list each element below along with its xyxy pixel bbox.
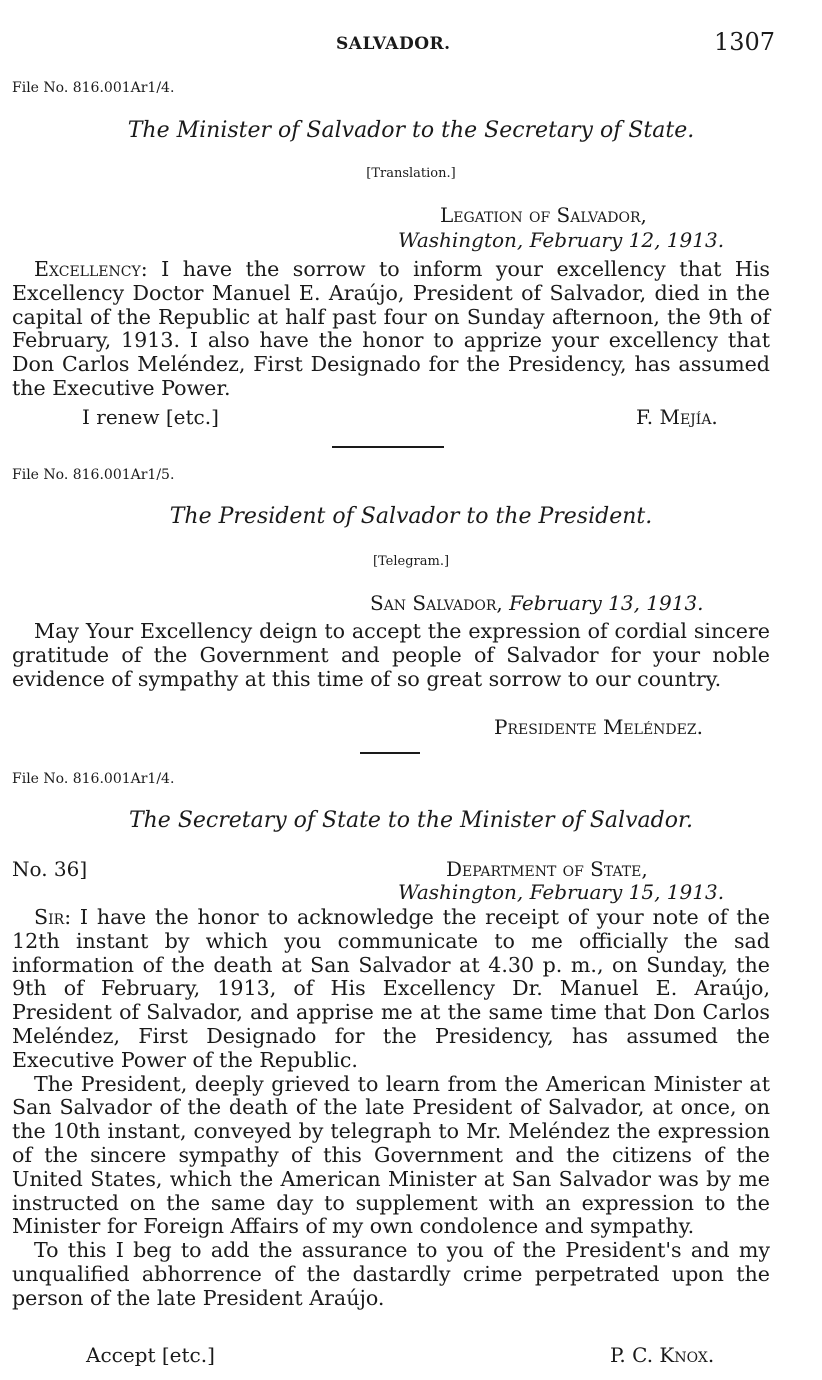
letter-body <box>12 906 770 1311</box>
place-line: Department of State, <box>446 857 648 881</box>
letter-body <box>12 620 770 691</box>
body-paragraph: Excellency: I have the sorrow to inform your excellency that His Excellency Doctor Manuel E. Araújo, President of Salvador, died in the capital of the Republic at half past four on Sunday afternoon, the 9th of February, 1913. I also have the honor to apprize your excellency that Don Carlos Meléndez, First Designado for the Presidency, has assumed the Executive Power. <box>12 257 770 400</box>
letter-heading: The Minister of Salvador to the Secretary of State. <box>127 118 695 143</box>
body-paragraph: To this I beg to add the assurance to you of the President's and my unqualified abhorrence of the dastardly crime perpetrated upon the person of the late President Araújo. <box>12 1238 770 1310</box>
body-paragraph: Sir: I have the honor to acknowledge the receipt of your note of the 12th instant by which you communicate to me officially the sad information of the death at San Salvador at 4.30 p. m., on Sunday, the 9th of February, 1913, of His Excellency Dr. Manuel E. Araújo, President of Salvador, and apprise me at the same time that Don Carlos Meléndez, First Designado for the Presidency, has assumed the Executive Power of the Republic. <box>12 905 770 1072</box>
salutation: Excellency <box>34 257 141 281</box>
letter-body <box>12 258 770 401</box>
place: San Salvador, <box>370 591 503 615</box>
salutation: Sir <box>34 905 65 929</box>
running-head-title: SALVADOR. <box>336 34 451 54</box>
closing: I renew [etc.] <box>82 405 219 429</box>
page-number: 1307 <box>714 28 776 56</box>
date: February 13, 1913. <box>509 591 704 615</box>
dateline <box>370 591 704 615</box>
signature: Presidente Meléndez. <box>494 715 703 739</box>
file-number: File No. 816.001Ar1/4. <box>12 80 175 96</box>
date-line: Washington, February 15, 1913. <box>398 880 725 904</box>
letter-heading: The President of Salvador to the President. <box>169 504 653 529</box>
file-number: File No. 816.001Ar1/5. <box>12 467 175 483</box>
letter-number: No. 36] <box>12 857 88 881</box>
closing: Accept [etc.] <box>86 1343 215 1367</box>
divider-rule <box>332 446 444 448</box>
divider-rule <box>360 752 420 754</box>
date-line: Washington, February 12, 1913. <box>398 228 725 252</box>
signature: F. Mejía. <box>636 405 718 429</box>
body-paragraph: The President, deeply grieved to learn from the American Minister at San Salvador of the death of the late President of Salvador, at once, on the 10th instant, conveyed by telegraph to Mr. Meléndez the expression of the sincere sympathy of this Government and the citizens of the United States, which the American Minister at San Salvador was by me instructed on the same day to supplement with an expression to the Minister for Foreign Affairs of my own condolence and sympathy. <box>12 1071 770 1239</box>
bracket-note: [Telegram.] <box>372 554 450 569</box>
bracket-note: [Translation.] <box>366 166 456 181</box>
signature: P. C. Knox. <box>610 1343 715 1367</box>
body-paragraph: May Your Excellency deign to accept the expression of cordial sincere gratitude of the Government and people of Salvador for your noble evidence of sympathy at this time of so great sorrow to our country. <box>12 619 770 691</box>
place-line: Legation of Salvador, <box>440 203 647 227</box>
letter-heading: The Secretary of State to the Minister of Salvador. <box>128 808 694 833</box>
file-number: File No. 816.001Ar1/4. <box>12 771 175 787</box>
